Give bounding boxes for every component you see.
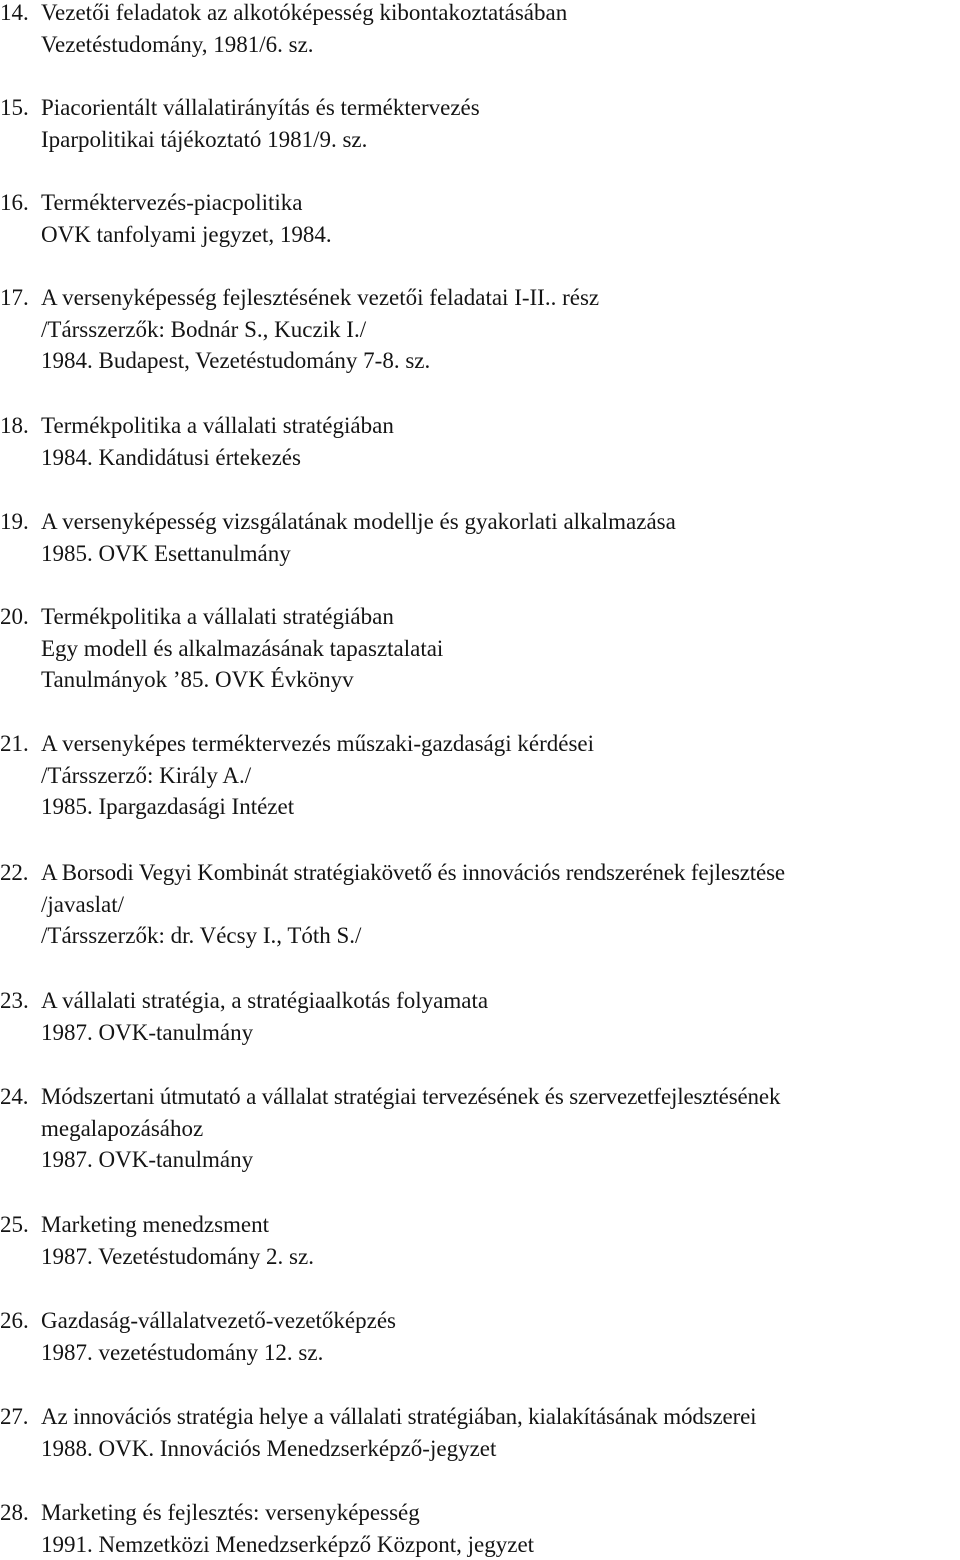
entry-line: 1984. Budapest, Vezetéstudomány 7-8. sz. [41, 348, 431, 373]
entry-line: 1985. OVK Esettanulmány [41, 540, 291, 566]
publication-entry-28 [0, 1497, 958, 1560]
entry-number: 25. [0, 1212, 29, 1237]
publication-entry-22 [0, 857, 958, 952]
entry-title: A Borsodi Vegyi Kombinát stratégiakövető és innovációs rendszerének fejlesztése [41, 860, 785, 885]
publication-entry-16 [0, 187, 958, 250]
publication-entry-27 [0, 1401, 958, 1464]
entry-title: Marketing és fejlesztés: versenyképesség [41, 1500, 420, 1525]
publication-entry-20 [0, 601, 958, 696]
publication-entry-14 [0, 0, 958, 60]
entry-title: A versenyképes terméktervezés műszaki-gazdasági kérdései [41, 731, 595, 756]
entry-line: /javaslat/ [41, 891, 125, 917]
entry-line: 1987. Vezetéstudomány 2. sz. [41, 1243, 314, 1269]
entry-title: Termékpolitika a vállalati stratégiában [41, 413, 394, 438]
entry-number: 24. [0, 1084, 29, 1109]
entry-title: Gazdaság-vállalatvezető-vezetőképzés [41, 1308, 397, 1333]
entry-line: /Társszerző: Király A./ [41, 762, 252, 788]
publication-entry-24 [0, 1081, 958, 1176]
publication-entry-17 [0, 282, 958, 377]
publication-entry-18 [0, 410, 958, 473]
entry-line: 1991. Nemzetközi Menedzserképző Központ, jegyzet [41, 1531, 535, 1557]
entry-title: Piacorientált vállalatirányítás és terméktervezés [41, 95, 480, 120]
entry-title: Az innovációs stratégia helye a vállalati stratégiában, kialakításának módszerei [41, 1404, 757, 1429]
entry-line: /Társszerzők: dr. Vécsy I., Tóth S./ [41, 923, 362, 948]
entry-line: Vezetéstudomány, 1981/6. sz. [41, 31, 314, 57]
entry-number: 18. [0, 413, 29, 438]
entry-line: 1985. Ipargazdasági Intézet [41, 794, 295, 819]
entry-line: megalapozásához [41, 1115, 204, 1141]
entry-number: 23. [0, 988, 29, 1013]
entry-number: 26. [0, 1308, 29, 1333]
entry-line: Iparpolitikai tájékoztató 1981/9. sz. [41, 126, 368, 152]
entry-number: 19. [0, 509, 29, 534]
entry-title: Vezetői feladatok az alkotóképesség kibontakoztatásában [41, 0, 568, 25]
entry-line: Egy modell és alkalmazásának tapasztalatai [41, 635, 444, 661]
entry-title: Módszertani útmutató a vállalat stratégiai tervezésének és szervezetfejlesztésének [41, 1084, 781, 1109]
entry-number: 22. [0, 860, 29, 885]
entry-title: Marketing menedzsment [41, 1212, 270, 1237]
entry-line: 1987. vezetéstudomány 12. sz. [41, 1339, 324, 1365]
entry-number: 27. [0, 1404, 29, 1429]
publication-entry-19 [0, 506, 958, 569]
entry-number: 20. [0, 604, 29, 629]
entry-line: 1988. OVK. Innovációs Menedzserképző-jegyzet [41, 1435, 497, 1461]
entry-title: A versenyképesség vizsgálatának modellje és gyakorlati alkalmazása [41, 509, 676, 534]
publication-entry-21 [0, 728, 958, 823]
entry-line: 1987. OVK-tanulmány [41, 1019, 254, 1045]
entry-number: 21. [0, 731, 29, 756]
entry-number: 16. [0, 190, 29, 215]
entry-line: /Társszerzők: Bodnár S., Kuczik I./ [41, 316, 367, 342]
publication-entry-26 [0, 1305, 958, 1368]
entry-number: 14. [0, 0, 29, 25]
entry-line: 1984. Kandidátusi értekezés [41, 444, 301, 470]
entry-number: 15. [0, 95, 29, 120]
entry-number: 17. [0, 285, 29, 310]
entry-title: Terméktervezés-piacpolitika [41, 190, 303, 215]
entry-number: 28. [0, 1500, 29, 1525]
entry-line: Tanulmányok ’85. OVK Évkönyv [41, 667, 354, 692]
entry-title: A versenyképesség fejlesztésének vezetői feladatai I-II.. rész [41, 285, 600, 310]
publication-entry-15 [0, 92, 958, 155]
entry-line: OVK tanfolyami jegyzet, 1984. [41, 221, 332, 247]
entry-title: A vállalati stratégia, a stratégiaalkotás folyamata [41, 988, 489, 1013]
publication-entry-25 [0, 1209, 958, 1272]
entry-line: 1987. OVK-tanulmány [41, 1147, 254, 1172]
publication-entry-23 [0, 985, 958, 1048]
entry-title: Termékpolitika a vállalati stratégiában [41, 604, 394, 629]
